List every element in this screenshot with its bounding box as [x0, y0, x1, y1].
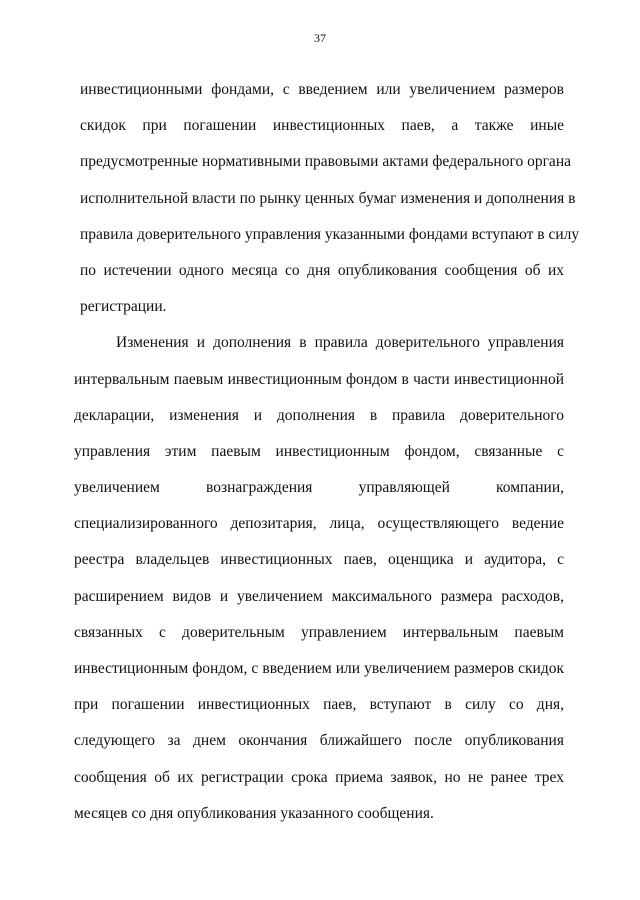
text-line: следующего за днем окончания ближайшего после опубликования: [74, 732, 564, 750]
text-line: увеличением вознаграждения управляющей компании,: [74, 479, 564, 497]
text-line: управления этим паевым инвестиционным фондом, связанные с: [74, 442, 564, 460]
text-line: регистрации.: [80, 298, 167, 316]
text-line: связанных с доверительным управлением интервальным паевым: [74, 623, 564, 641]
text-line: скидок при погашении инвестиционных паев, а также иные: [80, 117, 564, 135]
text-line: инвестиционными фондами, с введением или увеличением размеров: [80, 81, 564, 98]
text-line: инвестиционным фондом, с введением или увеличением размеров скидок: [74, 660, 564, 677]
text-line: Изменения и дополнения в правила доверительного управления: [116, 334, 564, 352]
text-line: предусмотренные нормативными правовыми актами федерального органа: [80, 153, 571, 171]
text-line: месяцев со дня опубликования указанного сообщения.: [74, 804, 434, 822]
text-line: по истечении одного месяца со дня опубликования сообщения об их: [80, 261, 564, 279]
text-line: интервальным паевым инвестиционным фондом в части инвестиционной: [74, 370, 564, 388]
text-line: декларации, изменения и дополнения в правила доверительного: [74, 406, 564, 424]
text-line: реестра владельцев инвестиционных паев, оценщика и аудитора, с: [74, 551, 564, 569]
body-text: [74, 72, 580, 832]
text-line: правила доверительного управления указанными фондами вступают в силу: [80, 225, 580, 243]
text-line: сообщения об их регистрации срока приема заявок, но не ранее трех: [74, 768, 564, 786]
text-line: исполнительной власти по рынку ценных бумаг изменения и дополнения в: [80, 189, 576, 207]
text-line: расширением видов и увеличением максимального размера расходов,: [74, 587, 564, 605]
text-line: при погашении инвестиционных паев, вступают в силу со дня,: [74, 696, 564, 714]
page-number: 37: [314, 31, 326, 45]
text-line: специализированного депозитария, лица, осуществляющего ведение: [74, 515, 564, 533]
paragraph-1: [74, 72, 580, 325]
paragraph-2: [74, 325, 564, 832]
